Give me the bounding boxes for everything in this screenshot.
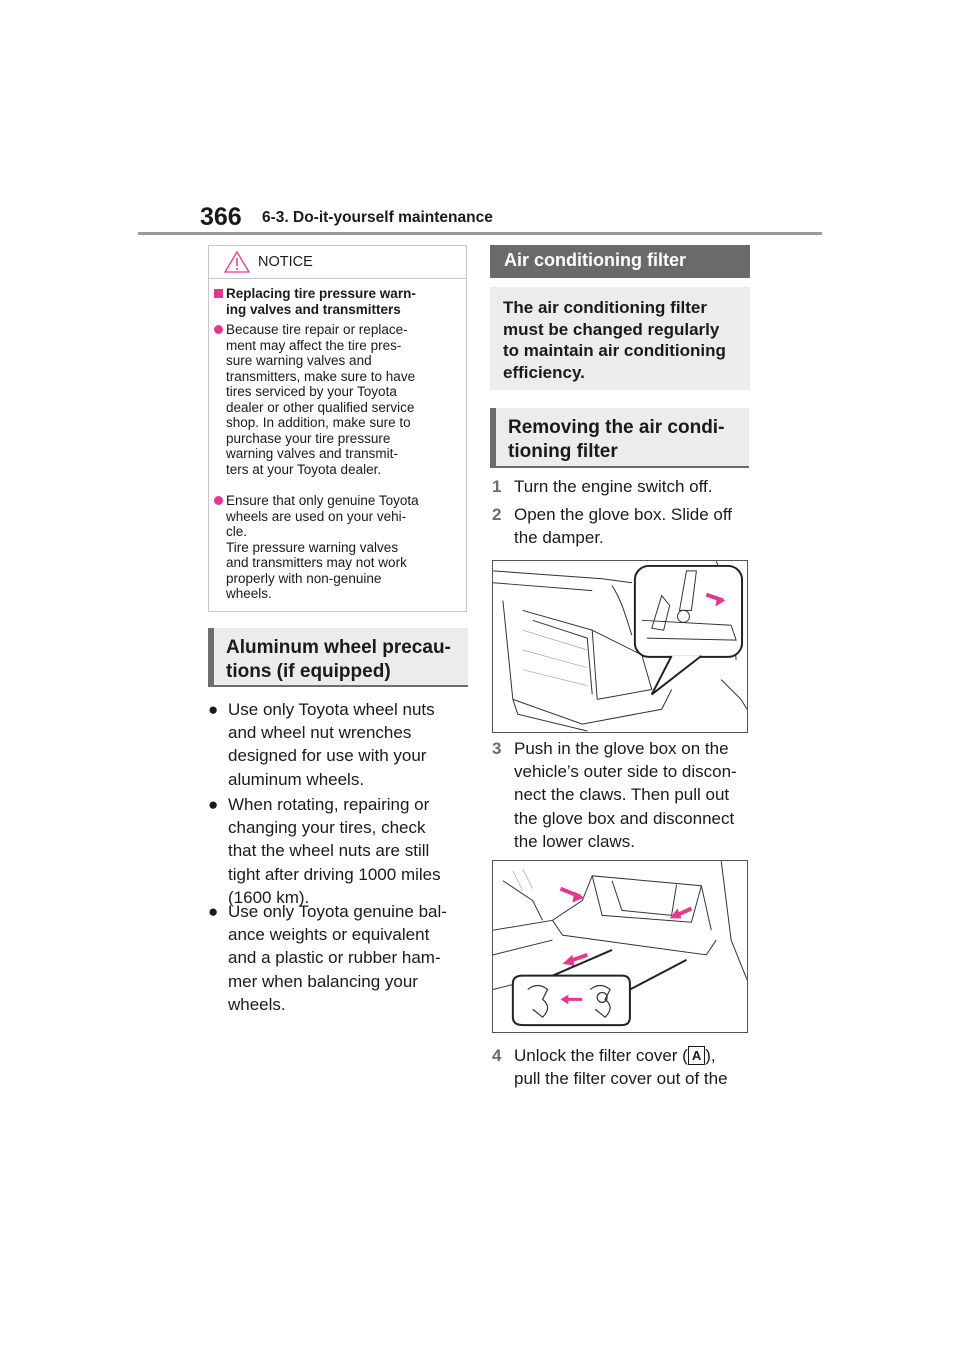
intro-line: The air conditioning filter xyxy=(503,298,707,317)
aluminum-bullet xyxy=(208,900,470,1016)
bullet-line: Use only Toyota wheel nuts xyxy=(228,700,435,719)
notice-item-line: Tire pressure warning valves xyxy=(226,539,399,555)
step-line: the damper. xyxy=(514,528,604,548)
step-1 xyxy=(490,475,752,498)
notice-item-line: ment may affect the tire pres- xyxy=(226,337,402,353)
removing-heading xyxy=(490,408,749,468)
notice-item-line: transmitters, make sure to have xyxy=(226,368,416,384)
notice-item-line: and transmitters may not work xyxy=(226,555,407,570)
step-4 xyxy=(490,1044,752,1090)
step-number: 3 xyxy=(492,739,502,758)
step-line: Turn the engine switch off. xyxy=(514,477,713,496)
step-2 xyxy=(490,503,752,549)
step-text: Unlock the filter cover ( xyxy=(514,1046,688,1065)
air-filter-banner: Air conditioning filter xyxy=(490,245,750,278)
step-number: 2 xyxy=(492,505,502,524)
aluminum-heading-line: Aluminum wheel precau- xyxy=(226,637,451,658)
bullet-dot-icon: ● xyxy=(208,902,219,921)
bullet-line: When rotating, repairing or xyxy=(228,795,430,814)
intro-line: to maintain air conditioning xyxy=(503,341,726,360)
step-line: the glove box and disconnect xyxy=(514,808,735,828)
notice-item-line: wheels are used on your vehi- xyxy=(226,508,407,524)
glove-box-damper-illustration xyxy=(492,560,748,733)
air-filter-intro xyxy=(490,287,750,390)
header-rule xyxy=(138,232,822,235)
aluminum-bullet xyxy=(208,698,470,791)
bullet-dot-icon xyxy=(214,496,223,505)
aluminum-bullet xyxy=(208,793,470,909)
notice-item-line: ters at your Toyota dealer. xyxy=(226,461,382,477)
bullet-line: changing your tires, check xyxy=(228,818,426,838)
bullet-line: and a plastic or rubber ham- xyxy=(228,948,441,968)
step-line: the lower claws. xyxy=(514,831,635,851)
notice-item-line: properly with non-genuine xyxy=(226,570,382,586)
step-number: 1 xyxy=(492,477,502,496)
step-line: Open the glove box. Slide off xyxy=(514,505,733,524)
bullet-line: Use only Toyota genuine bal- xyxy=(228,902,447,921)
notice-heading xyxy=(214,286,462,317)
aluminum-heading xyxy=(208,628,468,687)
bullet-line: tight after driving 1000 miles xyxy=(228,864,441,884)
intro-line: must be changed regularly xyxy=(503,319,720,339)
notice-item-line: wheels. xyxy=(226,586,272,601)
step-line: nect the claws. Then pull out xyxy=(514,785,730,805)
callout-a-label: A xyxy=(688,1046,705,1065)
bullet-line: ance weights or equivalent xyxy=(228,925,430,945)
notice-item xyxy=(214,493,462,602)
notice-item-line: shop. In addition, make sure to xyxy=(226,415,411,430)
notice-item-line: cle. xyxy=(226,524,248,539)
removing-heading-line: Removing the air condi- xyxy=(508,417,725,438)
bullet-line: mer when balancing your xyxy=(228,971,418,991)
step-line: Push in the glove box on the xyxy=(514,739,729,758)
page-number: 366 xyxy=(200,203,242,231)
notice-heading-line: ing valves and transmitters xyxy=(226,301,401,317)
notice-item-line: purchase your tire pressure xyxy=(226,430,391,446)
notice-item-line: warning valves and transmit- xyxy=(226,446,398,461)
bullet-line: (1600 km). xyxy=(228,887,310,907)
bullet-line: and wheel nut wrenches xyxy=(228,723,412,743)
step-line: vehicle’s outer side to discon- xyxy=(514,762,737,782)
bullet-line: aluminum wheels. xyxy=(228,769,365,789)
removing-heading-line: tioning filter xyxy=(508,441,618,462)
warning-triangle-icon xyxy=(224,251,250,273)
step-3 xyxy=(490,737,752,853)
glove-box-removal-illustration xyxy=(492,860,748,1033)
notice-item xyxy=(214,322,462,477)
step-line xyxy=(514,1044,752,1067)
notice-item-line: Ensure that only genuine Toyota xyxy=(226,493,419,508)
notice-header xyxy=(209,246,466,279)
step-number: 4 xyxy=(492,1046,502,1065)
bullet-line: wheels. xyxy=(228,994,286,1014)
notice-item-line: sure warning valves and xyxy=(226,353,372,368)
bullet-dot-icon xyxy=(214,325,223,334)
bullet-line: that the wheel nuts are still xyxy=(228,841,430,861)
notice-heading-line: Replacing tire pressure warn- xyxy=(226,286,416,301)
notice-item-line: Because tire repair or replace- xyxy=(226,322,408,337)
bullet-line: designed for use with your xyxy=(228,746,427,766)
bullet-dot-icon: ● xyxy=(208,795,219,814)
pink-square-icon xyxy=(214,289,223,298)
section-title: 6-3. Do-it-yourself maintenance xyxy=(262,209,493,226)
intro-line: efficiency. xyxy=(503,362,585,382)
notice-item-line: tires serviced by your Toyota xyxy=(226,384,397,399)
notice-box xyxy=(208,245,467,612)
notice-item-line: dealer or other qualified service xyxy=(226,399,415,415)
aluminum-heading-line: tions (if equipped) xyxy=(226,661,391,682)
step-line: pull the filter cover out of the xyxy=(514,1069,728,1089)
step-text: ), xyxy=(705,1046,716,1065)
notice-label: NOTICE xyxy=(258,254,313,270)
bullet-dot-icon: ● xyxy=(208,700,219,719)
